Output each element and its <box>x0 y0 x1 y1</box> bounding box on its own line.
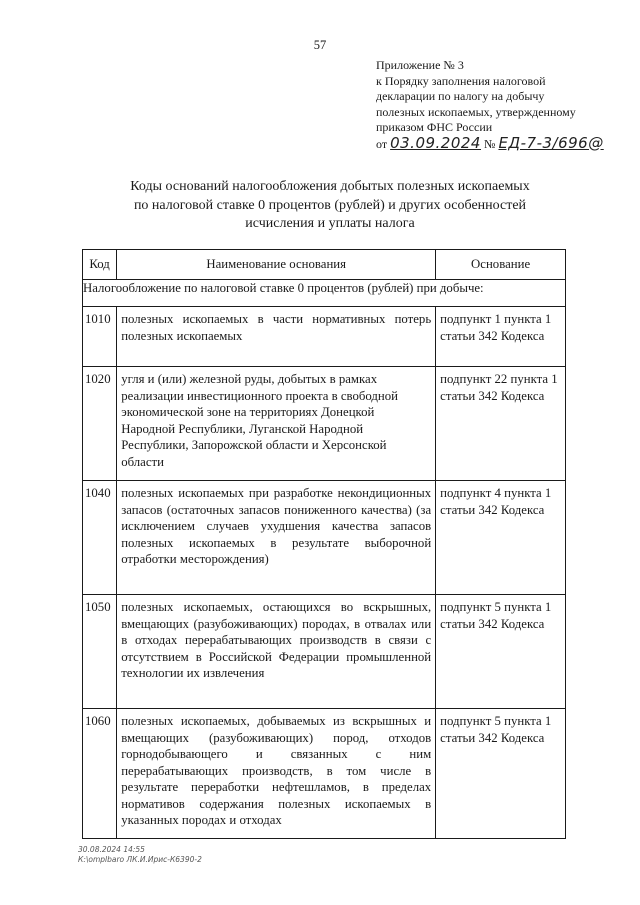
row-name: угля и (или) железной руды, добытых в рамках реализации инвестиционного проекта в свободной экономической зоне на территориях Донецкой Народной Республики, Луганской Народной Республики, Запорожской области и Херсонской области <box>117 367 436 481</box>
header-name: Наименование основания <box>117 250 436 280</box>
row-code: 1040 <box>83 481 117 595</box>
row-name: полезных ископаемых в части нормативных потерь полезных ископаемых <box>117 307 436 367</box>
row-code: 1020 <box>83 367 117 481</box>
appendix-line: приказом ФНС России <box>376 120 493 134</box>
row-name: полезных ископаемых, добываемых из вскрышных и вмещающих (разубоживающих) пород, отходов горнодобывающего и связанных с ним перерабатывающих производств, в том числе в результате переработки нефтешламов, в пределах нормативов содержания полезных ископаемых в указанных породах и отходах <box>117 709 436 839</box>
row-name: полезных ископаемых, остающихся во вскрышных, вмещающих (разубоживающих) породах, в отвалах или в отходах перерабатывающих производств в связи с отсутствием в Российской Федерации промышленной технологии их извлечения <box>117 595 436 709</box>
table-row <box>83 481 566 595</box>
page-number: 57 <box>313 38 327 52</box>
header-basis: Основание <box>436 250 566 280</box>
appendix-block <box>376 58 616 152</box>
row-name: полезных ископаемых при разработке некондиционных запасов (остаточных запасов пониженного качества) (за исключением случаев ухудшения качества запасов полезных ископаемых в результате выборочной отработки месторождения) <box>117 481 436 595</box>
table-header-row <box>83 250 566 280</box>
table-row <box>83 367 566 481</box>
row-basis: подпункт 22 пункта 1 статьи 342 Кодекса <box>436 367 566 481</box>
appendix-line: декларации по налогу на добычу <box>376 89 545 103</box>
appendix-line: Приложение № 3 <box>376 58 464 72</box>
title-line: исчисления и уплаты налога <box>245 216 415 231</box>
row-code: 1010 <box>83 307 117 367</box>
table-row <box>83 595 566 709</box>
appendix-line: к Порядку заполнения налоговой <box>376 73 546 88</box>
number-label: № <box>483 136 496 151</box>
row-basis: подпункт 1 пункта 1 статьи 342 Кодекса <box>436 307 566 367</box>
order-number: ЕД-7-3/696@ <box>498 133 604 152</box>
order-reference-line <box>376 133 616 153</box>
order-date: 03.09.2024 <box>390 133 481 152</box>
row-basis: подпункт 4 пункта 1 статьи 342 Кодекса <box>436 481 566 595</box>
footer-line: К:\omplbaro ЛК.И.Ирис-К6390-2 <box>78 855 202 864</box>
table-row <box>83 307 566 367</box>
row-code: 1050 <box>83 595 117 709</box>
row-code: 1060 <box>83 709 117 839</box>
codes-table <box>82 249 566 839</box>
row-basis: подпункт 5 пункта 1 статьи 342 Кодекса <box>436 595 566 709</box>
title-line: Коды оснований налогообложения добытых полезных ископаемых <box>130 179 530 194</box>
row-basis: подпункт 5 пункта 1 статьи 342 Кодекса <box>436 709 566 839</box>
document-title <box>60 178 600 234</box>
section-row <box>83 280 566 307</box>
footer-line: 30.08.2024 14:55 <box>78 845 145 854</box>
appendix-line: полезных ископаемых, утвержденному <box>376 104 576 119</box>
from-label: от <box>376 136 388 151</box>
footer-stamp <box>78 845 202 865</box>
table-row <box>83 709 566 839</box>
title-line: по налоговой ставке 0 процентов (рублей) и других особенностей <box>133 197 527 213</box>
header-code: Код <box>83 250 117 280</box>
section-title: Налогообложение по налоговой ставке 0 процентов (рублей) при добыче: <box>83 280 566 307</box>
